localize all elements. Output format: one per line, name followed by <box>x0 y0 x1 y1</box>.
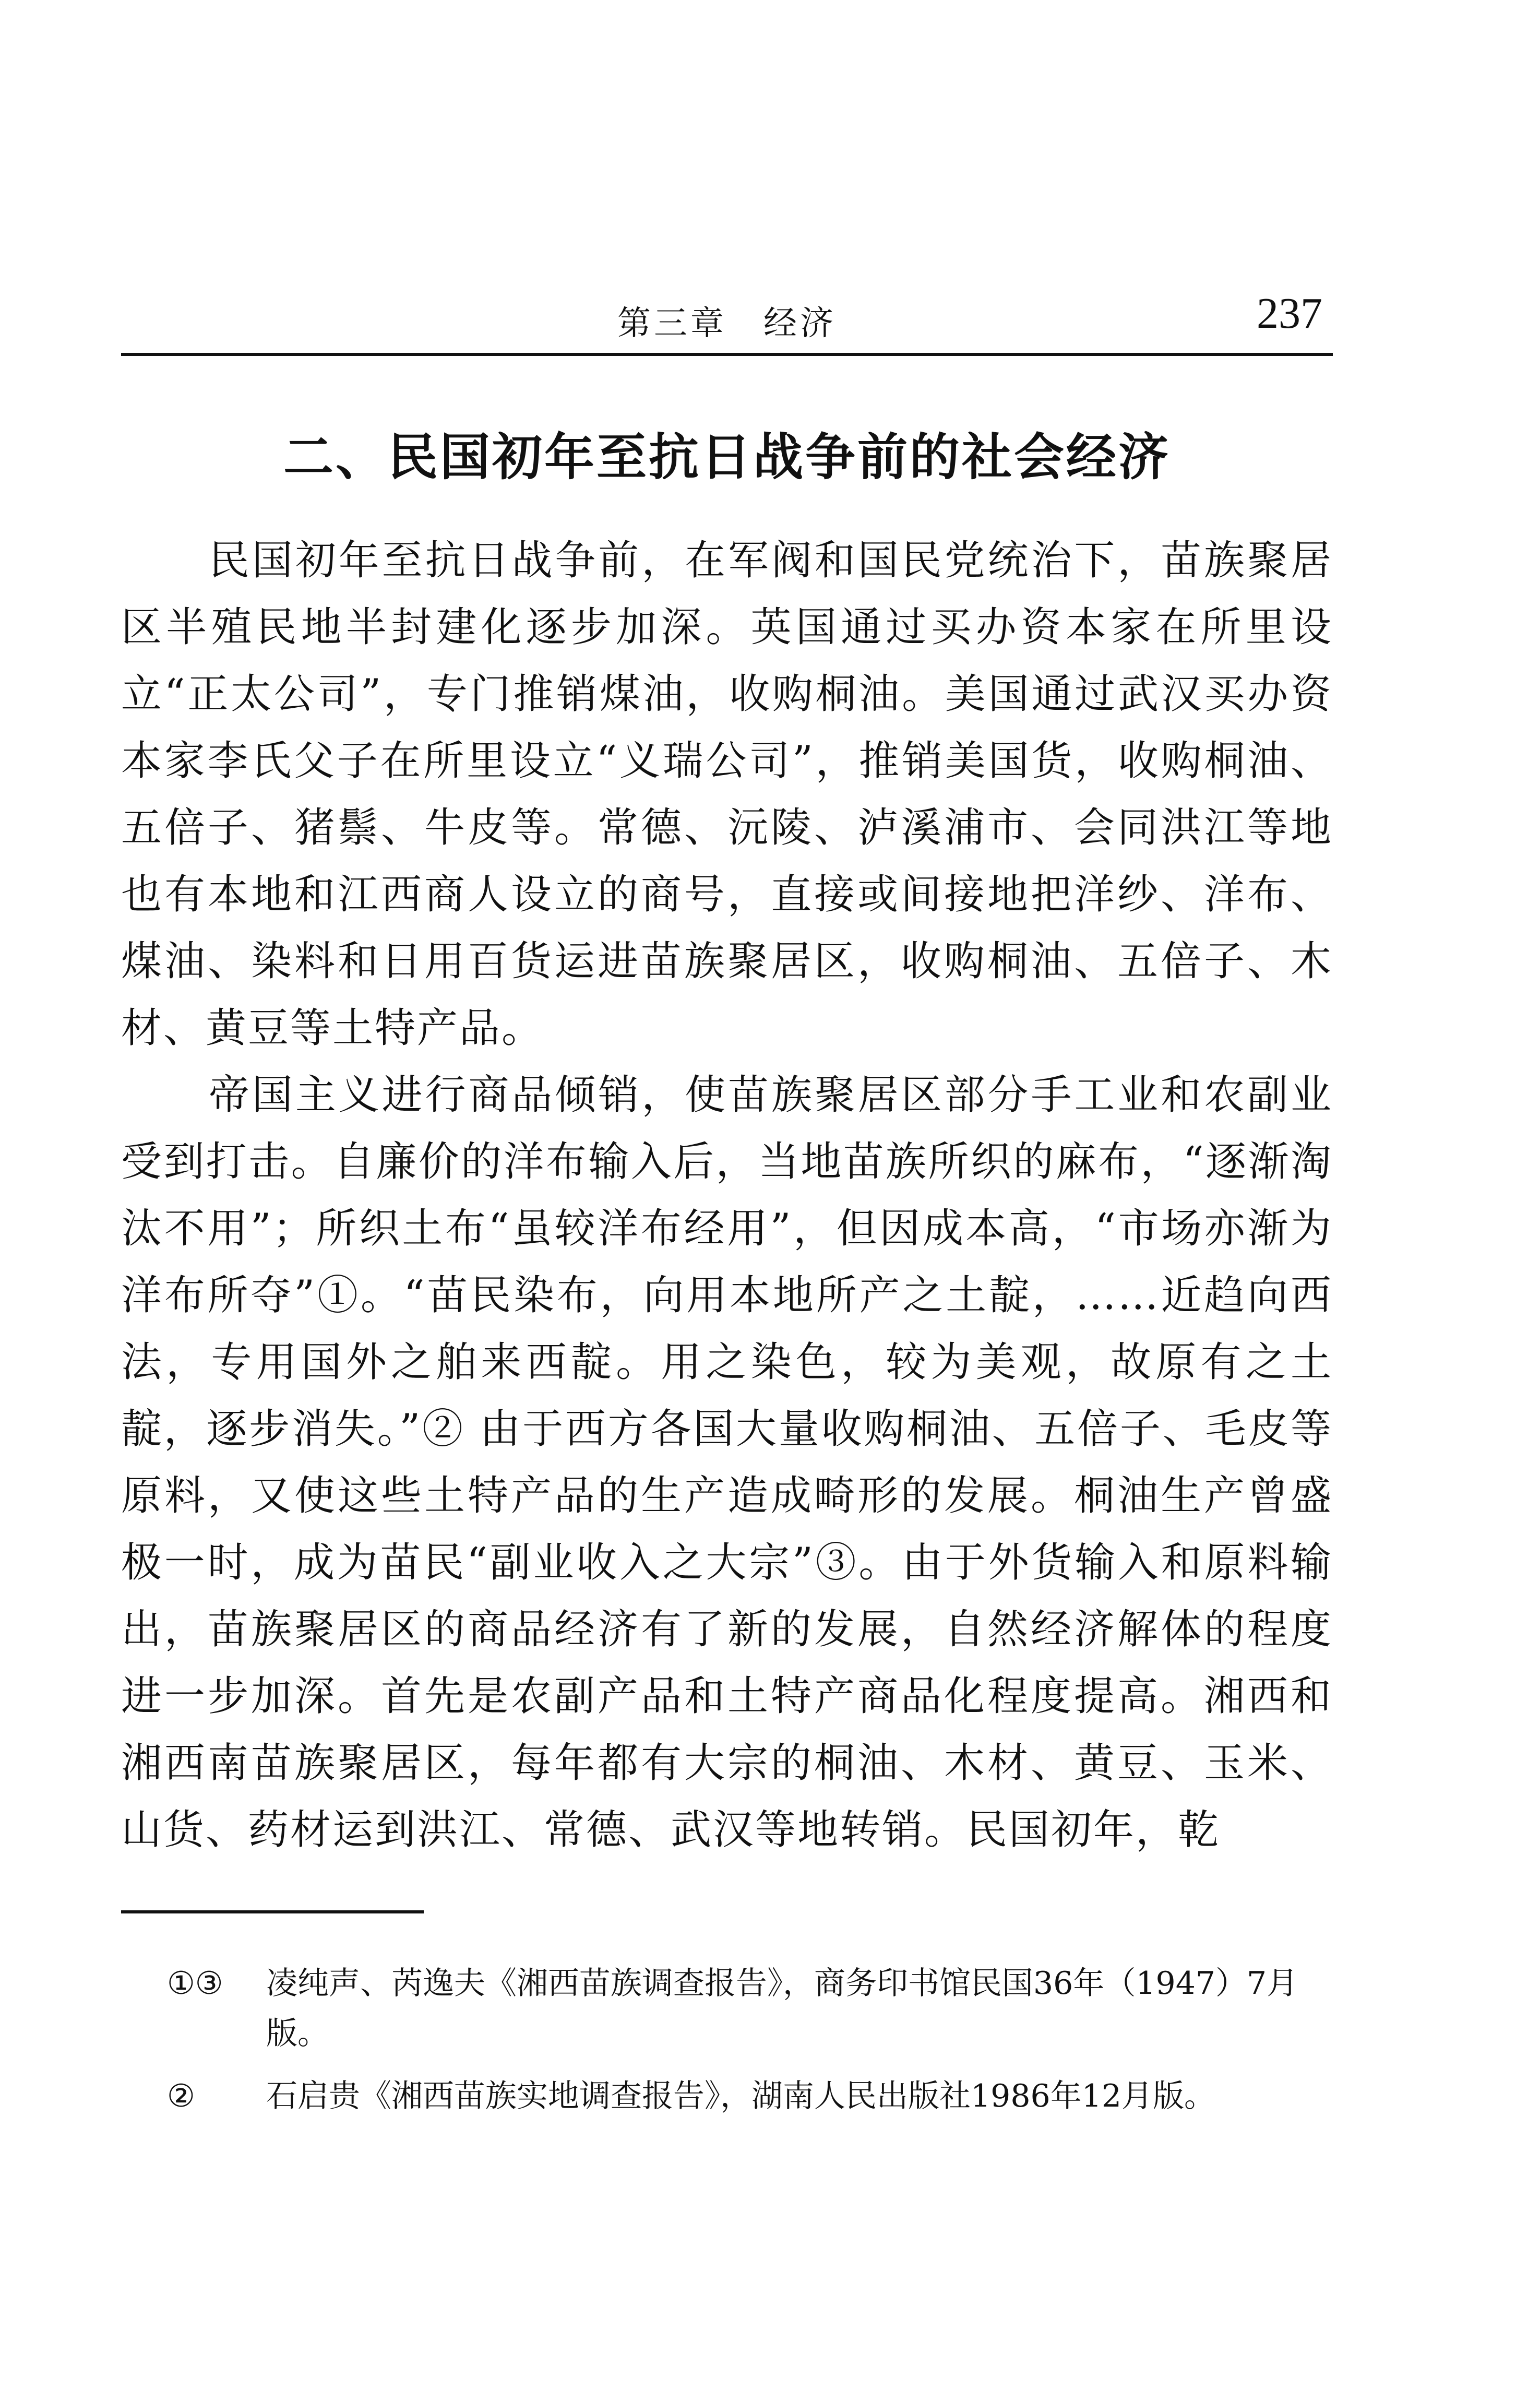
running-header <box>121 286 1333 343</box>
footnote <box>167 1958 1336 2059</box>
paragraph-1: 民国初年至抗日战争前，在军阀和国民党统治下，苗族聚居区半殖民地半封建化逐步加深。英国通过买办资本家在所里设立“正太公司”，专门推销煤油，收购桐油。美国通过武汉买办资本家李氏父子在所里设立“义瑞公司”，推销美国货，收购桐油、五倍子、猪鬃、牛皮等。常德、沅陵、泸溪浦市、会同洪江等地也有本地和江西商人设立的商号，直接或间接地把洋纱、洋布、煤油、染料和日用百货运进苗族聚居区，收购桐油、五倍子、木材、黄豆等土特产品。 <box>121 537 1333 1052</box>
page-number: 237 <box>1257 289 1322 338</box>
footnote-rule <box>121 1910 424 1913</box>
section-title: 二、民国初年至抗日战争前的社会经济 <box>283 428 1171 486</box>
footnote <box>167 2071 1336 2121</box>
footnote-mark: ② <box>167 2078 195 2114</box>
running-title <box>121 296 1333 344</box>
chapter-topic: 经济 <box>763 304 837 343</box>
chapter-label: 第三章 <box>617 304 727 343</box>
footnote-text: 石启贵《湘西苗族实地调查报告》，湖南人民出版社1986年12月版。 <box>266 2078 1216 2114</box>
paragraph-2: 帝国主义进行商品倾销，使苗族聚居区部分手工业和农副业受到打击。自廉价的洋布输入后，当地苗族所织的麻布，“逐渐淘汰不用”；所织土布“虽较洋布经用”，但因成本高，“市场亦渐为洋布所夺”①。“苗民染布，向用本地所产之土靛，……近趋向西法，专用国外之舶来西靛。用之染色，较为美观，故原有之土靛，逐步消失。”② 由于西方各国大量收购桐油、五倍子、毛皮等原料，又使这些土特产品的生产造成畸形的发展。桐油生产曾盛极一时，成为苗民“副业收入之大宗”③。由于外货输入和原料输出，苗族聚居区的商品经济有了新的发展，自然经济解体的程度进一步加深。首先是农副产品和土特产商品化程度提高。湘西和湘西南苗族聚居区，每年都有大宗的桐油、木材、黄豆、玉米、山货、药材运到洪江、常德、武汉等地转销。民国初年，乾 <box>121 1072 1333 1853</box>
body-text <box>121 527 1333 1863</box>
footnote-mark: ①③ <box>167 1965 223 2002</box>
footnotes <box>167 1958 1336 2134</box>
footnote-text: 凌纯声、芮逸夫《湘西苗族调查报告》，商务印书馆民国36年（1947）7月版。 <box>266 1965 1298 2052</box>
header-rule <box>121 353 1333 356</box>
